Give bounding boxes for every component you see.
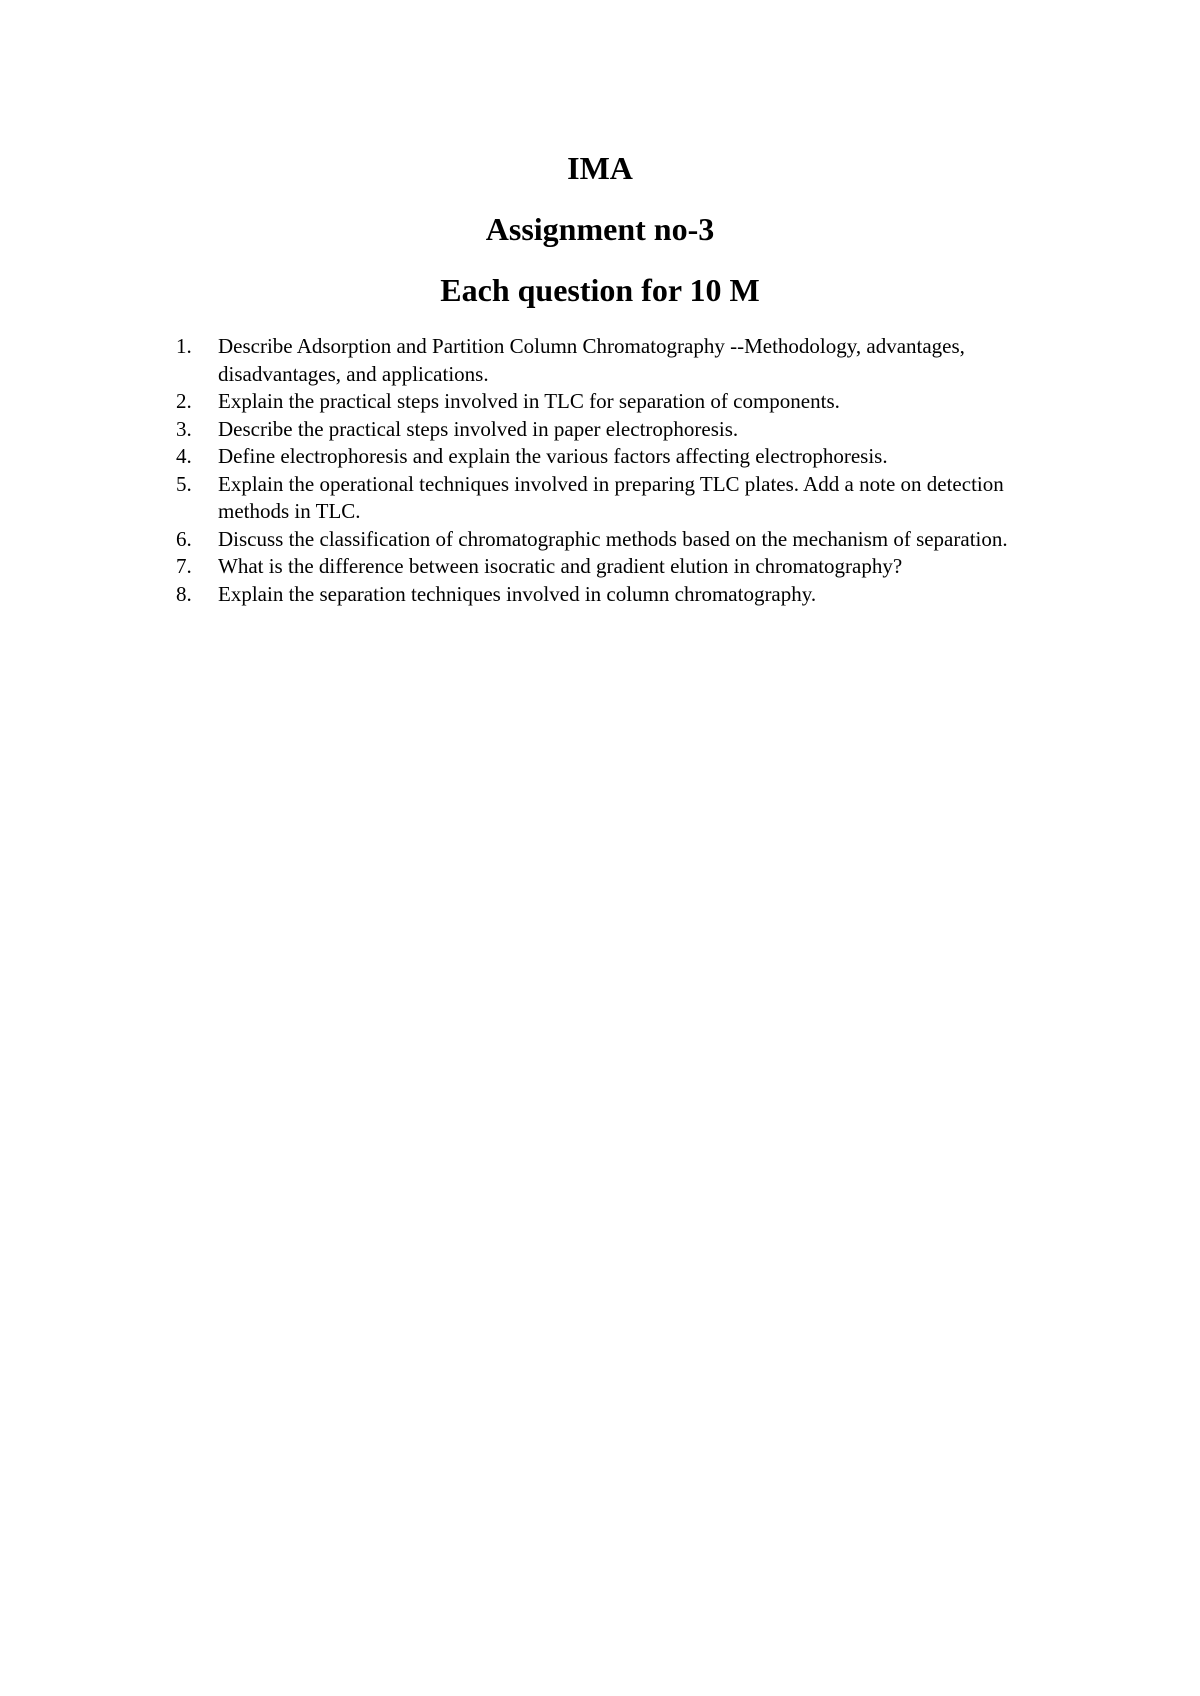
- marks-note: Each question for 10 M: [440, 272, 760, 308]
- question-text: Describe Adsorption and Partition Column Chromatography --Methodology, advantages, disadvantages, and applications.: [218, 334, 965, 386]
- question-list: [176, 333, 1056, 608]
- question-item: [176, 416, 1056, 444]
- question-text: Discuss the classification of chromatographic methods based on the mechanism of separation.: [218, 526, 1008, 551]
- question-number: 8.: [176, 581, 192, 606]
- question-text: Explain the separation techniques involved in column chromatography.: [218, 581, 817, 606]
- question-item: [176, 526, 1056, 554]
- question-number: 1.: [176, 334, 192, 358]
- question-number: 4.: [176, 444, 192, 468]
- question-text: Explain the practical steps involved in TLC for separation of components.: [218, 389, 840, 413]
- question-number: 6.: [176, 526, 192, 551]
- question-number: 3.: [176, 416, 192, 441]
- question-item: [176, 333, 1056, 388]
- question-item: [176, 388, 1056, 416]
- assignment-heading: Assignment no-3: [485, 211, 715, 247]
- question-text: What is the difference between isocratic and gradient elution in chromatography?: [218, 554, 903, 578]
- question-item: [176, 581, 1056, 609]
- question-number: 5.: [176, 471, 192, 496]
- question-number: 7.: [176, 554, 192, 578]
- question-item: [176, 553, 1056, 581]
- question-text: Explain the operational techniques involved in preparing TLC plates. Add a note on detection methods in TLC.: [218, 471, 1004, 523]
- question-text: Define electrophoresis and explain the various factors affecting electrophoresis.: [218, 444, 888, 468]
- question-item: [176, 443, 1056, 471]
- question-number: 2.: [176, 389, 192, 413]
- question-item: [176, 471, 1056, 526]
- question-text: Describe the practical steps involved in paper electrophoresis.: [218, 416, 739, 441]
- document-title: IMA: [567, 150, 633, 186]
